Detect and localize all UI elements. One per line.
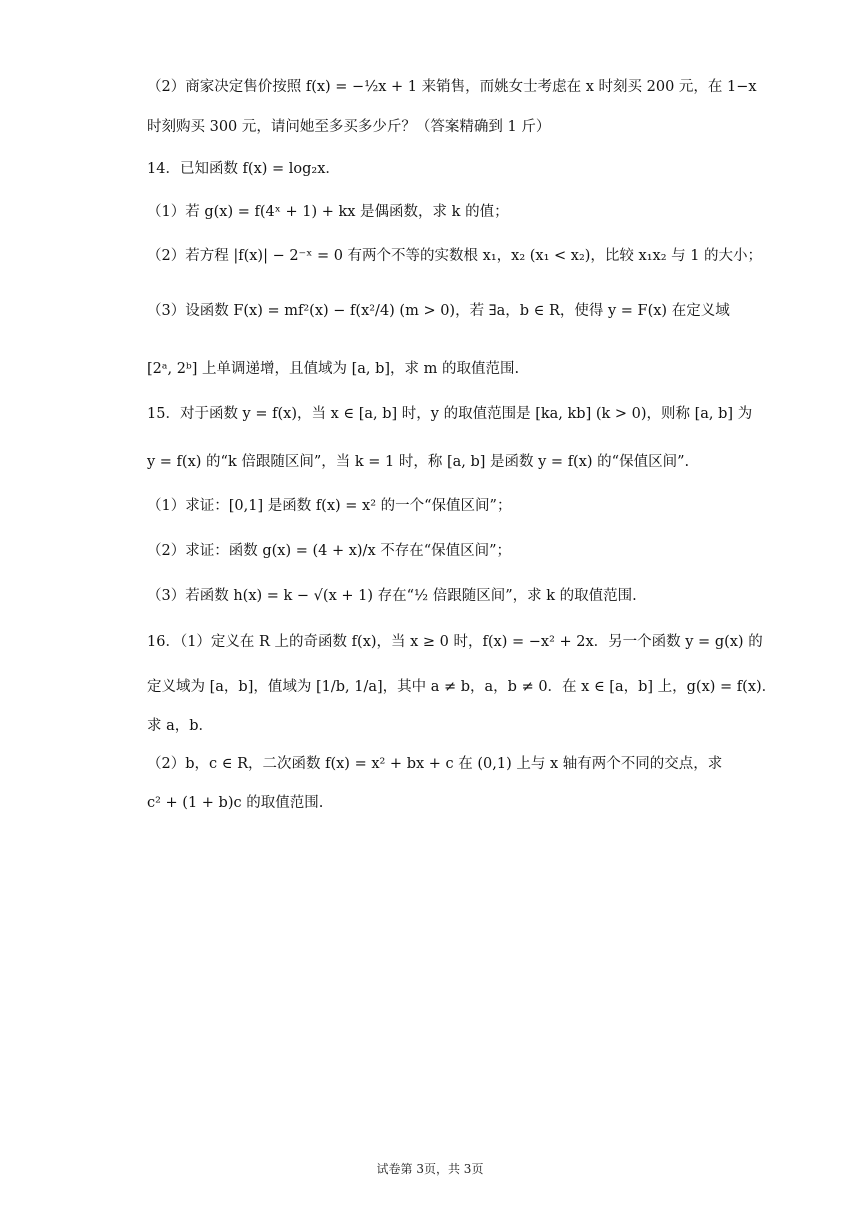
text-line-6: （3）设函数 F(x) = mf²(x) − f(x²/4) (m > 0)，若 ∃a，b ∈ R，使得 y = F(x) 在定义域 <box>147 303 730 319</box>
text-line-16: （2）b，c ∈ R，二次函数 f(x) = x² + bx + c 在 (0,1) 上与 x 轴有两个不同的交点，求 <box>147 756 723 772</box>
text-line-3: 14．已知函数 f(x) = log₂x． <box>147 161 340 177</box>
text-line-13: 16．（1）定义在 R 上的奇函数 f(x)，当 x ≥ 0 时，f(x) = −x² + 2x．另一个函数 y = g(x) 的 <box>147 634 763 650</box>
text-line-4: （1）若 g(x) = f(4ˣ + 1) + kx 是偶函数，求 k 的值； <box>147 204 509 220</box>
text-line-17: c² + (1 + b)c 的取值范围. <box>147 795 324 811</box>
text-line-15: 求 a，b． <box>147 718 214 734</box>
text-line-7: [2ᵃ, 2ᵇ] 上单调递增，且值域为 [a, b]，求 m 的取值范围. <box>147 361 520 377</box>
text-line-2: 时刻购买 300 元，请问她至多买多少斤？（答案精确到 1 斤） <box>147 119 551 135</box>
text-line-10: （1）求证：[0,1] 是函数 f(x) = x² 的一个“保值区间”； <box>147 498 512 514</box>
text-line-1: （2）商家决定售价按照 f(x) = −½x + 1 来销售，而姚女士考虑在 x 时刻买 200 元，在 1−x <box>147 79 757 95</box>
text-line-5: （2）若方程 |f(x)| − 2⁻ˣ = 0 有两个不等的实数根 x₁，x₂ (x₁ < x₂)，比较 x₁x₂ 与 1 的大小； <box>147 248 763 264</box>
text-line-12: （3）若函数 h(x) = k − √(x + 1) 存在“½ 倍跟随区间”，求 k 的取值范围. <box>147 588 637 604</box>
text-line-8: 15．对于函数 y = f(x)，当 x ∈ [a, b] 时，y 的取值范围是 [ka, kb] (k > 0)，则称 [a, b] 为 <box>147 406 753 422</box>
text-line-11: （2）求证：函数 g(x) = (4 + x)/x 不存在“保值区间”； <box>147 543 512 559</box>
text-line-14: 定义域为 [a，b]，值域为 [1/b, 1/a]，其中 a ≠ b，a，b ≠ 0．在 x ∈ [a，b] 上，g(x) = f(x)． <box>147 679 777 695</box>
page-footer: 试卷第 3页，共 3页 <box>376 1162 484 1176</box>
text-line-9: y = f(x) 的“k 倍跟随区间”，当 k = 1 时，称 [a, b] 是函数 y = f(x) 的“保值区间”. <box>147 454 690 470</box>
